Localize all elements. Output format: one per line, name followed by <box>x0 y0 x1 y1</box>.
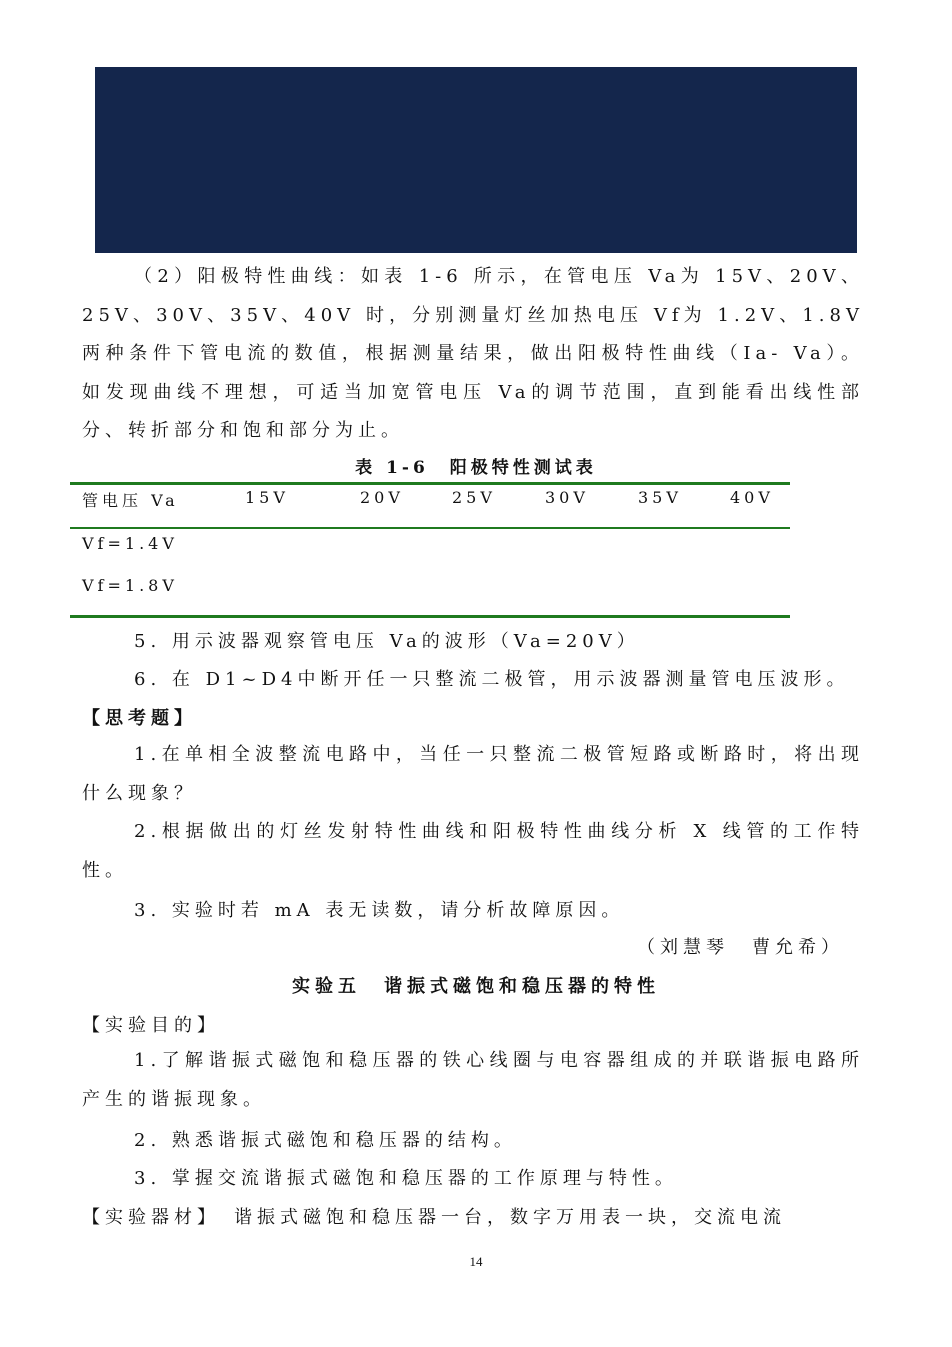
table-caption: 表 1-6 阳极特性测试表 <box>355 458 597 478</box>
experiment-title: 实验五 谐振式磁饱和稳压器的特性 <box>292 976 660 997</box>
equipment-line: 【实验器材】 谐振式磁饱和稳压器一台，数字万用表一块，交流电流 <box>82 1207 786 1228</box>
anode-curve-paragraph: （2）阳极特性曲线：如表 1-6 所示，在管电压 Va为 15V、20V、25V、30V、35V、40V 时，分别测量灯丝加热电压 Vf为 1.2V、1.8V 两种条件下管电流的数值，根据测量结果，做出阳极特性曲线（Ia- Va）。如发现曲线不理想，可适当加宽管电压 Va的调节范围，直到能看出线性部分、转折部分和饱和部分为止。 <box>82 266 864 442</box>
page-number: 14 <box>469 1254 483 1269</box>
table-header-cell: 20V <box>360 488 404 507</box>
purpose-3: 3. 掌握交流谐振式磁饱和稳压器的工作原理与特性。 <box>134 1168 678 1189</box>
table-header-cell: 40V <box>730 488 774 507</box>
table-row-label: Vf=1.8V <box>82 576 178 595</box>
question-1: 1.在单相全波整流电路中，当任一只整流二极管短路或断路时，将出现什么现象？ <box>82 744 864 804</box>
purpose-2: 2. 熟悉谐振式磁饱和稳压器的结构。 <box>134 1130 517 1151</box>
table-header-rule <box>70 527 790 529</box>
table-bottom-rule <box>70 615 790 618</box>
question-2: 2.根据做出的灯丝发射特性曲线和阳极特性曲线分析 X 线管的工作特性。 <box>82 821 864 881</box>
think-heading: 【思考题】 <box>82 708 197 729</box>
table-header-cell: 30V <box>545 488 589 507</box>
header-banner <box>95 67 857 253</box>
table-top-rule <box>70 482 790 485</box>
purpose-heading: 【实验目的】 <box>82 1015 220 1036</box>
table-header-cell: 35V <box>638 488 682 507</box>
authors: （刘慧琴 曹允希） <box>637 937 844 958</box>
question-3: 3. 实验时若 mA 表无读数，请分析故障原因。 <box>134 900 625 921</box>
table-header-cell: 15V <box>245 488 289 507</box>
purpose-1: 1.了解谐振式磁饱和稳压器的铁心线圈与电容器组成的并联谐振电路所产生的谐振现象。 <box>82 1050 864 1110</box>
table-header-cell: 25V <box>452 488 496 507</box>
table-header-label: 管电压 Va <box>82 491 179 510</box>
item-5: 5. 用示波器观察管电压 Va的波形（Va=20V） <box>134 631 640 652</box>
item-6: 6. 在 D1~D4中断开任一只整流二极管，用示波器测量管电压波形。 <box>134 669 850 690</box>
table-row-label: Vf=1.4V <box>82 534 178 553</box>
